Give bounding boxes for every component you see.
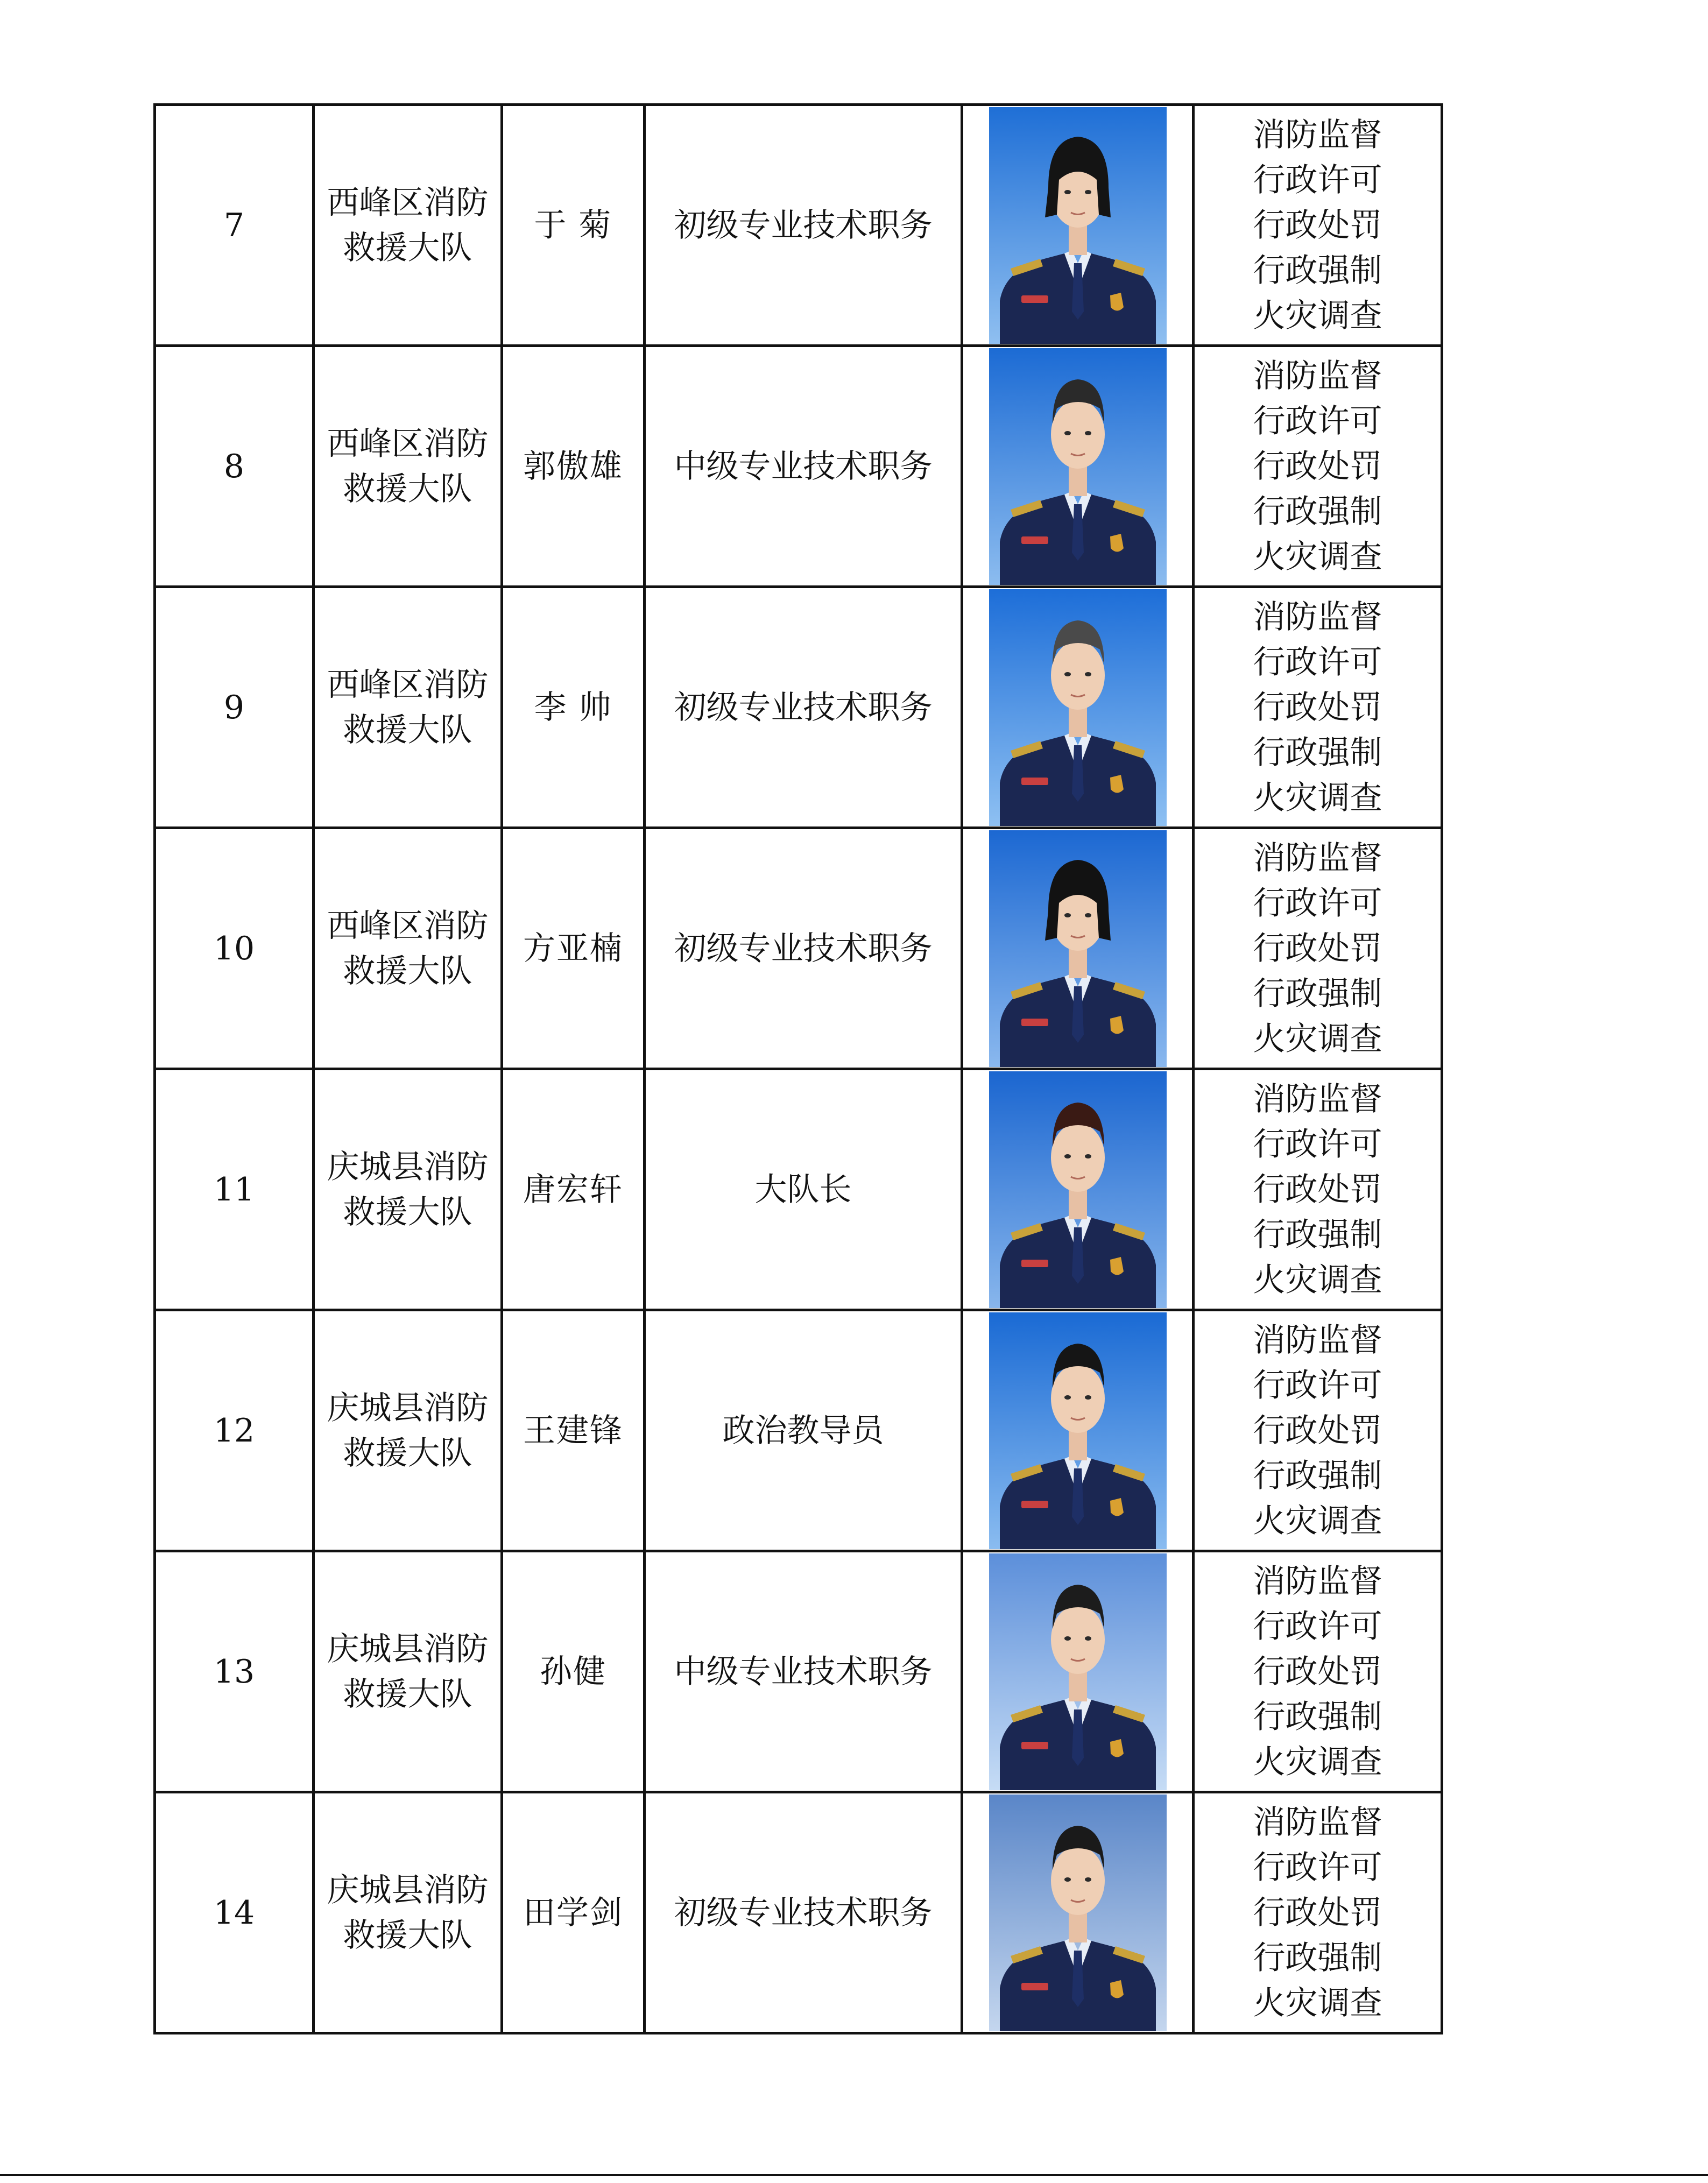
personnel-table [153,103,1443,2034]
table-row [155,105,1442,346]
row-number: 10 [155,828,314,1069]
photo-cell [962,1792,1194,2033]
portrait-photo [989,107,1167,344]
duty-item: 消防监督 [1253,1562,1382,1600]
unit-name-line: 救援大队 [343,470,472,508]
unit-name-line: 西峰区消防 [327,666,489,704]
table-row [155,1551,1442,1792]
person-name: 孙健 [502,1551,645,1792]
table-row [155,1310,1442,1551]
unit-cell [314,587,502,828]
duty-item: 行政处罚 [1253,447,1382,485]
duty-item: 行政许可 [1253,1125,1382,1163]
portrait-photo-image [989,107,1167,344]
portrait-photo-image [989,1553,1167,1790]
duties-cell [1194,1551,1442,1792]
position-title: 初级专业技术职务 [645,105,962,346]
duty-item: 行政强制 [1253,1939,1382,1977]
photo-cell [962,346,1194,587]
duty-item: 行政许可 [1253,1848,1382,1887]
position-title: 政治教导员 [645,1310,962,1551]
unit-cell [314,346,502,587]
portrait-photo-image [989,1071,1167,1308]
unit-name-line: 西峰区消防 [327,907,489,945]
duty-item: 行政强制 [1253,251,1382,289]
photo-cell [962,1551,1194,1792]
row-number: 14 [155,1792,314,2033]
duty-item: 行政强制 [1253,974,1382,1013]
duty-item: 行政强制 [1253,492,1382,531]
table-row [155,1069,1442,1310]
page-bottom-rule [0,2174,1708,2176]
portrait-photo-image [989,830,1167,1067]
portrait-photo [989,589,1167,826]
duty-item: 火灾调查 [1253,538,1382,576]
duty-item: 行政许可 [1253,643,1382,681]
portrait-photo [989,1071,1167,1308]
duty-item: 行政许可 [1253,402,1382,440]
duty-item: 行政许可 [1253,1366,1382,1404]
duty-item: 火灾调查 [1253,1502,1382,1540]
duty-item: 行政许可 [1253,1607,1382,1645]
photo-cell [962,1310,1194,1551]
row-number: 7 [155,105,314,346]
photo-cell [962,828,1194,1069]
unit-name-line: 庆城县消防 [327,1630,489,1668]
unit-name-line: 救援大队 [343,1675,472,1713]
row-number: 11 [155,1069,314,1310]
person-name: 田学剑 [502,1792,645,2033]
unit-name-line: 救援大队 [343,1916,472,1954]
unit-name-line: 救援大队 [343,1434,472,1472]
unit-name-line: 西峰区消防 [327,425,489,463]
portrait-photo [989,830,1167,1067]
unit-name-line: 救援大队 [343,952,472,990]
position-title: 大队长 [645,1069,962,1310]
portrait-photo-image [989,1795,1167,2031]
portrait-photo-image [989,589,1167,826]
duty-item: 消防监督 [1253,1321,1382,1359]
person-name: 方亚楠 [502,828,645,1069]
row-number: 13 [155,1551,314,1792]
person-name: 王建锋 [502,1310,645,1551]
photo-cell [962,587,1194,828]
duties-cell [1194,587,1442,828]
unit-name-line: 庆城县消防 [327,1871,489,1909]
unit-name-line: 救援大队 [343,711,472,749]
portrait-photo [989,1312,1167,1549]
duties-cell [1194,828,1442,1069]
duty-item: 行政处罚 [1253,1411,1382,1450]
unit-cell [314,1551,502,1792]
person-name: 于 菊 [502,105,645,346]
position-title: 中级专业技术职务 [645,346,962,587]
portrait-photo-image [989,1312,1167,1549]
duty-item: 行政处罚 [1253,1894,1382,1932]
personnel-table-body [155,105,1442,2033]
duty-item: 行政处罚 [1253,688,1382,726]
duties-cell [1194,105,1442,346]
duty-item: 行政强制 [1253,733,1382,772]
table-row [155,346,1442,587]
unit-cell [314,828,502,1069]
row-number: 8 [155,346,314,587]
photo-cell [962,1069,1194,1310]
duty-item: 行政处罚 [1253,1170,1382,1209]
duty-item: 火灾调查 [1253,1261,1382,1299]
table-row [155,828,1442,1069]
duty-item: 行政强制 [1253,1698,1382,1736]
position-title: 中级专业技术职务 [645,1551,962,1792]
position-title: 初级专业技术职务 [645,828,962,1069]
duty-item: 行政许可 [1253,884,1382,922]
duty-item: 行政强制 [1253,1457,1382,1495]
portrait-photo [989,1553,1167,1790]
unit-name-line: 救援大队 [343,1193,472,1231]
row-number: 9 [155,587,314,828]
duties-cell [1194,1792,1442,2033]
unit-name-line: 庆城县消防 [327,1148,489,1186]
person-name: 郭傲雄 [502,346,645,587]
unit-cell [314,1069,502,1310]
person-name: 李 帅 [502,587,645,828]
duty-item: 消防监督 [1253,839,1382,877]
duty-item: 消防监督 [1253,1080,1382,1118]
duty-item: 火灾调查 [1253,1743,1382,1781]
unit-cell [314,1792,502,2033]
unit-name-line: 西峰区消防 [327,183,489,222]
table-row [155,1792,1442,2033]
duty-item: 行政处罚 [1253,1652,1382,1691]
duty-item: 行政处罚 [1253,206,1382,244]
duties-cell [1194,1069,1442,1310]
table-row [155,587,1442,828]
portrait-photo [989,1795,1167,2031]
duty-item: 消防监督 [1253,357,1382,395]
portrait-photo [989,348,1167,585]
unit-name-line: 救援大队 [343,229,472,267]
duty-item: 火灾调查 [1253,1020,1382,1058]
duty-item: 行政强制 [1253,1216,1382,1254]
row-number: 12 [155,1310,314,1551]
duty-item: 火灾调查 [1253,296,1382,335]
duties-cell [1194,346,1442,587]
unit-cell [314,105,502,346]
unit-cell [314,1310,502,1551]
portrait-photo-image [989,348,1167,585]
position-title: 初级专业技术职务 [645,587,962,828]
person-name: 唐宏轩 [502,1069,645,1310]
duty-item: 消防监督 [1253,1803,1382,1841]
unit-name-line: 庆城县消防 [327,1389,489,1427]
duty-item: 消防监督 [1253,598,1382,636]
duty-item: 行政处罚 [1253,929,1382,967]
position-title: 初级专业技术职务 [645,1792,962,2033]
duties-cell [1194,1310,1442,1551]
photo-cell [962,105,1194,346]
duty-item: 火灾调查 [1253,1984,1382,2022]
duty-item: 行政许可 [1253,161,1382,199]
duty-item: 火灾调查 [1253,779,1382,817]
duty-item: 消防监督 [1253,116,1382,154]
